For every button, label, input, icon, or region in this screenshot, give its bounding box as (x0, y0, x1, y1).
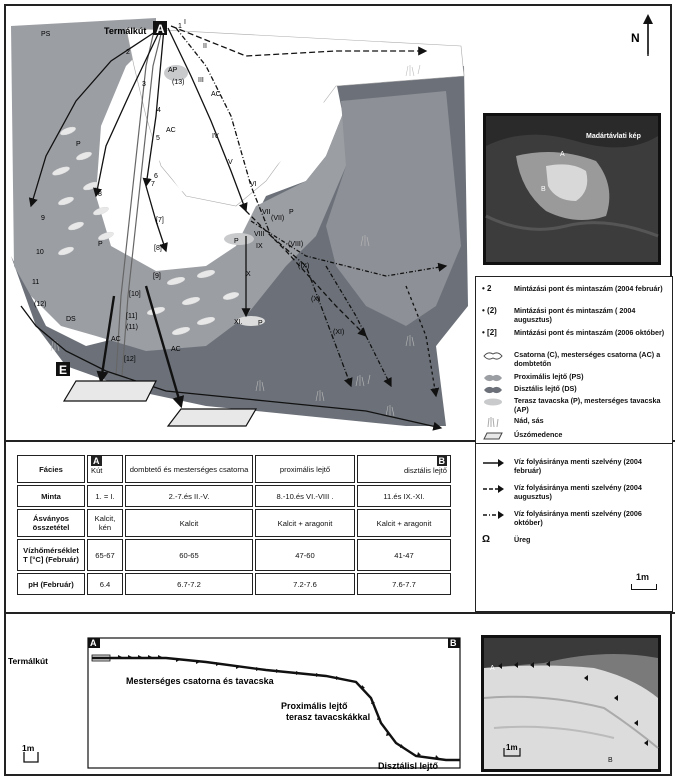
roman-i: I (184, 19, 186, 26)
table-row: Vízhőmérséklet T [°C] (Február) 65-67 60-65 47-60 41-47 (17, 539, 451, 571)
profile-distal-label: Disztálisl lejtő (378, 761, 439, 771)
table-row: Ásványos összetétel Kalcit, kén Kalcit Kalcit + aragonit Kalcit + aragonit (17, 509, 451, 537)
point-aug-11: (11) (126, 324, 138, 331)
pond-viii (224, 233, 254, 245)
label-ac-2: AC (166, 127, 176, 134)
point-7: 7 (151, 181, 155, 188)
label-ac-3: AC (111, 336, 121, 343)
aerial-photo (483, 113, 661, 265)
legend-continued: Víz folyásiránya menti szelvény (2004 február) Víz folyásiránya menti szelvény (2004 augusztus) Víz folyásiránya menti szelvény (2006 október) Ω Üreg 1m (475, 444, 673, 612)
field-label-b: B (608, 757, 613, 764)
field-photo (481, 635, 661, 772)
table-header-cell: dombtető és mesterséges csatorna (125, 455, 253, 483)
legend-sym-aug: • (2) (482, 306, 497, 315)
omega-icon: Ω (482, 534, 491, 545)
point-1: 1 (178, 23, 182, 30)
label-ac-4: AC (171, 346, 181, 353)
roman-aug-vii: (VII) (271, 215, 285, 222)
section-divider-bottom (4, 612, 675, 614)
point-6: 6 (154, 173, 158, 180)
aerial-photo-title: Madártávlati kép (586, 133, 641, 140)
profile-termalkut: Termálkút (8, 656, 48, 666)
label-p-5: P (258, 320, 263, 327)
label-termalkut: Termálkút (104, 26, 147, 36)
table-row: pH (Február) 6.4 6.7-7.2 7.2-7.6 7.6-7.7 (17, 573, 451, 595)
legend: • 2 Mintázási pont és mintaszám (2004 február) • (2) Mintázási pont és mintaszám ( 2004 augusztus) • [2] Mintázási pont és mintaszám (2006 október) Csatorna (C), mesterséges csatorna (AC) a dombtetőn Proximális lejtő (PS) Disztális lejtő (DS) Terasz tavacska (P), mesterséges tavacska (AP) Nád, sás Úszómedence (475, 276, 673, 444)
swimming-pool-icon (482, 431, 504, 441)
label-ds: DS (66, 316, 76, 323)
label-point-a: A (156, 22, 165, 36)
distal-icon (482, 385, 504, 395)
terrace-pond-icon (482, 397, 504, 407)
point-5: 5 (156, 135, 160, 142)
point-aug-13: (13) (172, 79, 185, 86)
table-header-row (17, 455, 451, 483)
proximal-icon (482, 373, 504, 383)
label-p-3: P (289, 209, 294, 216)
label-viii: VIII (254, 231, 265, 238)
cross-section-profile (6, 618, 474, 776)
roman-aug-viii: (VIII) (288, 241, 304, 248)
roman-v: V (228, 159, 233, 166)
legend-scale-label: 1m (636, 572, 650, 582)
point-oct-12: [12] (124, 356, 136, 363)
table-row: Minta 1. = I. 2.-7.és II.-V. 8.-10.és VI.-VIII . 11.és IX.-XI. (17, 485, 451, 507)
arrow-dashed-icon (482, 484, 504, 494)
point-4: 4 (157, 107, 161, 114)
profile-proximal-label-2: terasz tavacskákkal (286, 712, 371, 722)
swimming-pool-right (168, 409, 256, 426)
point-oct-8: [8] (154, 245, 162, 252)
aerial-label-b: B (541, 186, 546, 193)
roman-iii: III (198, 77, 204, 84)
profile-label-b: B (450, 638, 457, 648)
point-2: 2 (126, 49, 130, 56)
label-ac-1: AC (211, 91, 221, 98)
point-3: 3 (142, 81, 146, 88)
roman-x: X (246, 271, 251, 278)
point-oct-7: [7] (156, 217, 164, 224)
arrow-dashdot-icon (482, 510, 504, 520)
facies-table (15, 453, 453, 597)
point-oct-11: [11] (126, 313, 138, 320)
profile-scale-bar (24, 752, 38, 762)
profile-scale-label: 1m (22, 743, 35, 753)
roman-aug-xi: (XI) (333, 329, 345, 336)
table-header-cell: Fácies (17, 455, 85, 483)
roman-ix: IX (256, 243, 263, 250)
roman-iv: IV (212, 133, 219, 140)
reed-icon (482, 417, 504, 427)
profile-label-a: A (90, 638, 97, 648)
roman-aug-x: (X) (311, 296, 321, 303)
roman-vii: VII (262, 209, 271, 216)
point-oct-10: [10] (129, 291, 141, 298)
field-label-a: A (490, 665, 495, 672)
label-xi-p: XI. (234, 319, 243, 326)
point-11: 11 (32, 279, 40, 286)
profile-proximal-label-1: Proximális lejtő (281, 701, 348, 711)
table-header-cell: A Kút (87, 455, 123, 483)
legend-scale-bar (631, 584, 657, 590)
field-scale-label: 1m (506, 743, 518, 752)
legend-sym-oct: • [2] (482, 328, 497, 337)
arrow-solid-icon (482, 458, 504, 468)
profile-line (92, 658, 460, 760)
point-aug-12: (12) (34, 301, 47, 308)
point-9: 9 (41, 215, 45, 222)
swimming-pool-left (64, 381, 156, 401)
label-point-e: E (59, 363, 68, 377)
label-ap: AP (168, 67, 178, 74)
label-ps: PS (41, 31, 51, 38)
roman-aug-ix: (IX) (298, 263, 310, 270)
label-north: N (631, 31, 640, 45)
label-p-2: P (98, 241, 103, 248)
point-10: 10 (36, 249, 44, 256)
profile-canal-label: Mesterséges csatorna és tavacska (126, 676, 274, 686)
roman-vi: VI (250, 181, 257, 188)
channel-icon (482, 351, 504, 361)
table-header-cell: proximális lejtő (255, 455, 355, 483)
label-p-4: P (234, 238, 239, 245)
aerial-label-a: A (560, 151, 565, 158)
table-header-cell: B disztális lejtő (357, 455, 451, 483)
point-8: 8 (98, 191, 102, 198)
label-p-1: P (76, 141, 81, 148)
point-oct-9: [9] (153, 273, 161, 280)
legend-sym-feb: • 2 (482, 284, 492, 293)
roman-ii: II (203, 43, 207, 50)
